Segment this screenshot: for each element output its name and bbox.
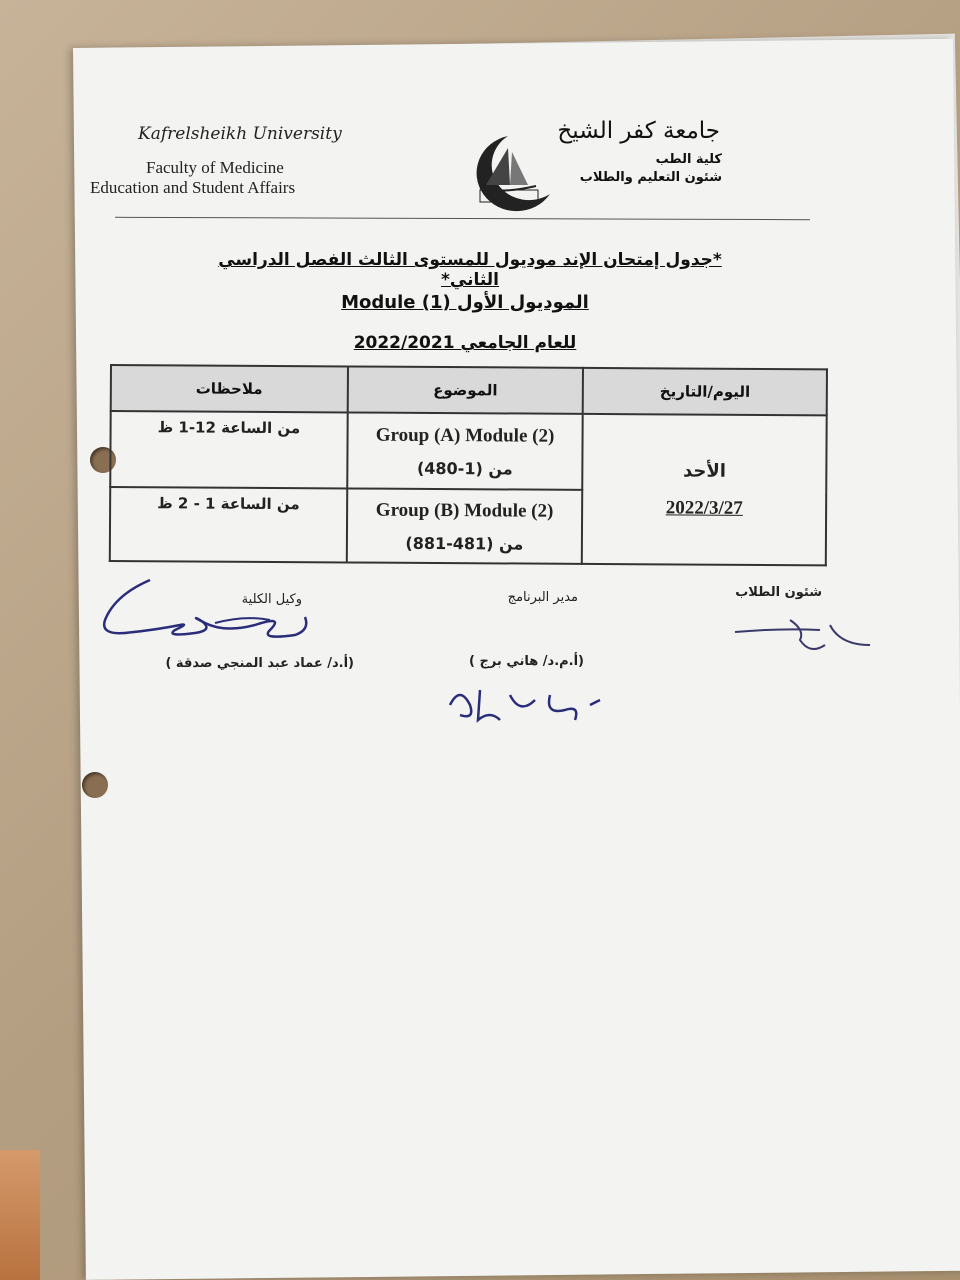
signature-title-program-director: مدير البرنامج [507, 590, 578, 605]
signature-title-vice-dean: وكيل الكلية [241, 592, 302, 607]
document-title: *جدول إمتحان الإند موديول للمستوى الثالث الفصل الدراسي الثاني* [218, 250, 722, 290]
university-name-ar: جامعة كفر الشيخ [557, 118, 720, 144]
signature-title-student-affairs: شئون الطلاب [735, 585, 822, 600]
program-director-name: (أ.م.د/ هاني برج ) [468, 654, 584, 669]
university-logo [446, 130, 556, 212]
svg-text:K: K [488, 193, 494, 202]
module-title: الموديول الأول (1) Module [341, 292, 589, 313]
department-name-ar: شئون التعليم والطلاب [579, 170, 722, 185]
header-subject: الموضوع [347, 366, 583, 413]
academic-year: للعام الجامعي 2022/2021 [353, 333, 577, 353]
faculty-name-ar: كلية الطب [655, 152, 722, 167]
faculty-name-en: Faculty of Medicine [146, 158, 284, 177]
date-cell: الأحد 2022/3/27 [582, 414, 827, 565]
punch-hole [82, 772, 108, 798]
university-name-en: Kafrelsheikh University [138, 124, 342, 144]
table-row [110, 411, 826, 491]
student-affairs-signature [730, 610, 880, 660]
table-header-row [111, 365, 827, 415]
subject-cell: Group (B) Module (2) من (481-881) [346, 488, 582, 563]
vice-dean-name: (أ.د/ عماد عبد المنجي صدقة ) [165, 656, 354, 671]
header-date: اليوم/التاريخ [583, 368, 827, 415]
department-name-en: Education and Student Affairs [90, 178, 296, 197]
header-notes: ملاحظات [111, 365, 348, 412]
program-director-signature [440, 675, 610, 735]
note-cell: من الساعة 1 - 2 ظ [110, 487, 347, 562]
schedule-table [109, 364, 828, 566]
desk-object [0, 1150, 40, 1280]
vice-dean-signature [95, 575, 325, 660]
subject-cell: Group (A) Module (2) من (1-480) [347, 412, 583, 489]
note-cell: من الساعة 12-1 ظ [110, 411, 347, 488]
